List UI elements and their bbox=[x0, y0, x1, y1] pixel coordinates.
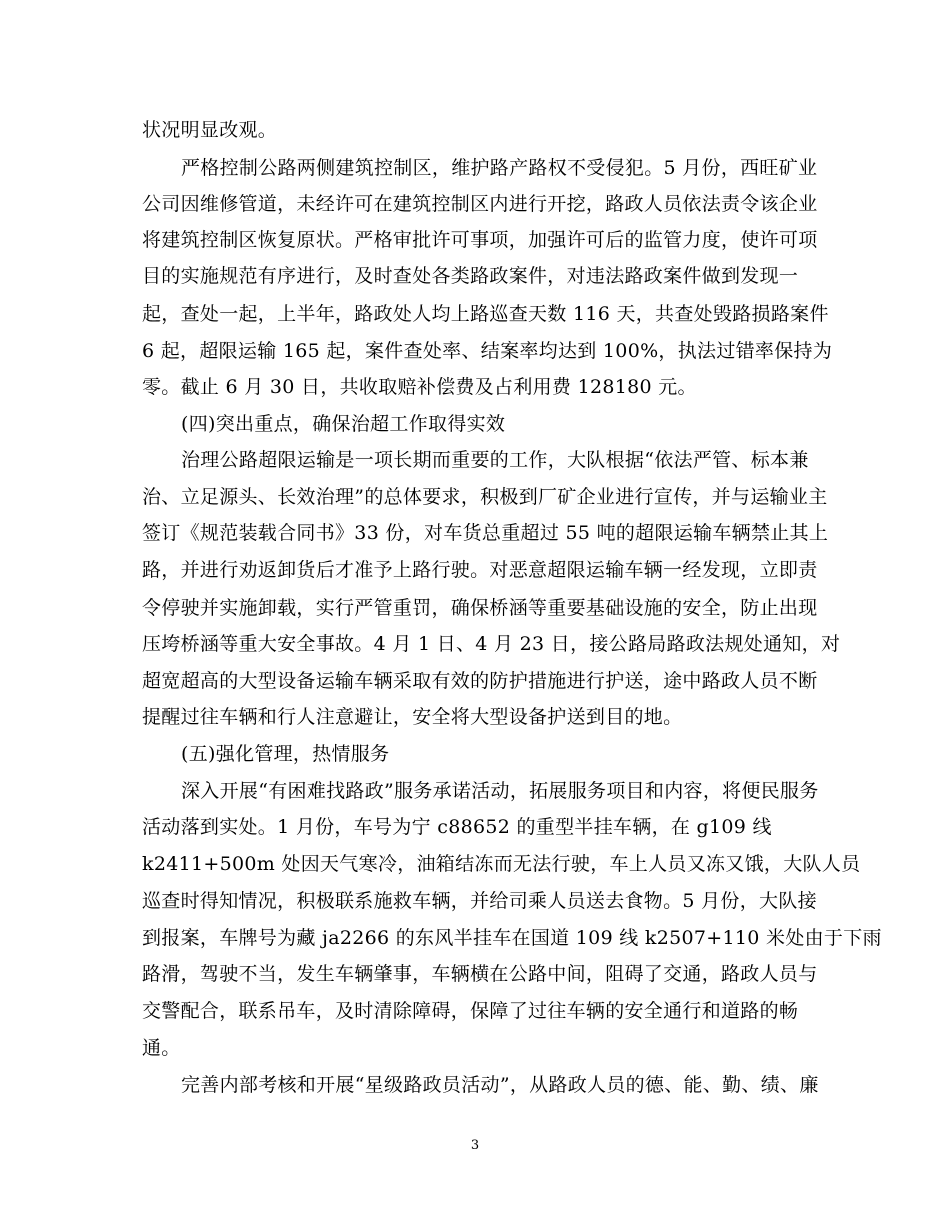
text-line: 完善内部考核和开展“星级路政员活动”，从路政人员的德、能、勤、绩、廉 bbox=[181, 1074, 819, 1096]
text-line: 路，并进行劝返卸货后才准予上路行驶。对恶意超限运输车辆一经发现，立即责 bbox=[142, 559, 818, 581]
text-line: 签订《规范装载合同书》33 份，对车货总重超过 55 吨的超限运输车辆禁止其上 bbox=[142, 522, 829, 544]
text-line: 公司因维修管道，未经许可在建筑控制区内进行开挖，路政人员依法责令该企业 bbox=[142, 193, 818, 215]
text-line: k2411+500m 处因天气寒冷，油箱结冻而无法行驶，车上人员又冻又饿，大队人员 bbox=[142, 853, 861, 875]
text-line: 零。截止 6 月 30 日，共收取赔补偿费及占利用费 128180 元。 bbox=[142, 376, 697, 398]
text-line: 目的实施规范有序进行，及时查处各类路政案件，对违法路政案件做到发现一 bbox=[142, 265, 799, 287]
text-line: 到报案，车牌号为藏 ja2266 的东风半挂车在国道 109 线 k2507+110 米处由于下雨 bbox=[142, 927, 882, 949]
text-line: 提醒过往车辆和行人注意避让，安全将大型设备护送到目的地。 bbox=[142, 706, 683, 728]
text-line: 超宽超高的大型设备运输车辆采取有效的防护措施进行护送，途中路政人员不断 bbox=[142, 670, 818, 692]
text-line: 将建筑控制区恢复原状。严格审批许可事项，加强许可后的监管力度，使许可项 bbox=[142, 229, 818, 251]
text-line: 严格控制公路两侧建筑控制区，维护路产路权不受侵犯。5 月份，西旺矿业 bbox=[181, 157, 818, 179]
text-line: 路滑，驾驶不当，发生车辆肇事，车辆横在公路中间，阻碍了交通，路政人员与 bbox=[142, 963, 818, 985]
text-line: 巡查时得知情况，积极联系施救车辆，并给司乘人员送去食物。5 月份，大队接 bbox=[142, 890, 817, 912]
text-line: 交警配合，联系吊车，及时清除障碍，保障了过往车辆的安全通行和道路的畅 bbox=[142, 1000, 799, 1022]
text-line: 活动落到实处。1 月份，车号为宁 c88652 的重型半挂车辆，在 g109 线 bbox=[142, 816, 772, 838]
text-line: 治、立足源头、长效治理”的总体要求，积极到厂矿企业进行宣传，并与运输业主 bbox=[142, 486, 828, 508]
text-line: 令停驶并实施卸载，实行严管重罚，确保桥涵等重要基础设施的安全，防止出现 bbox=[142, 597, 818, 619]
text-line: 压垮桥涵等重大安全事故。4 月 1 日、4 月 23 日，接公路局路政法规处通知，对 bbox=[142, 633, 841, 655]
page-number: 3 bbox=[470, 1138, 480, 1153]
text-line: 深入开展“有困难找路政”服务承诺活动，拓展服务项目和内容，将便民服务 bbox=[181, 780, 819, 802]
section-heading: (四)突出重点，确保治超工作取得实效 bbox=[181, 413, 506, 435]
text-line: 通。 bbox=[142, 1037, 181, 1059]
text-line: 起，查处一起，上半年，路政处人均上路巡查天数 116 天，共查处毁路损路案件 bbox=[142, 303, 829, 325]
section-heading: (五)强化管理，热情服务 bbox=[181, 743, 390, 765]
text-line: 6 起，超限运输 165 起，案件查处率、结案率均达到 100%，执法过错率保持为 bbox=[142, 340, 833, 362]
text-line: 治理公路超限运输是一项长期而重要的工作，大队根据“依法严管、标本兼 bbox=[181, 449, 809, 471]
text-line: 状况明显改观。 bbox=[142, 119, 278, 141]
